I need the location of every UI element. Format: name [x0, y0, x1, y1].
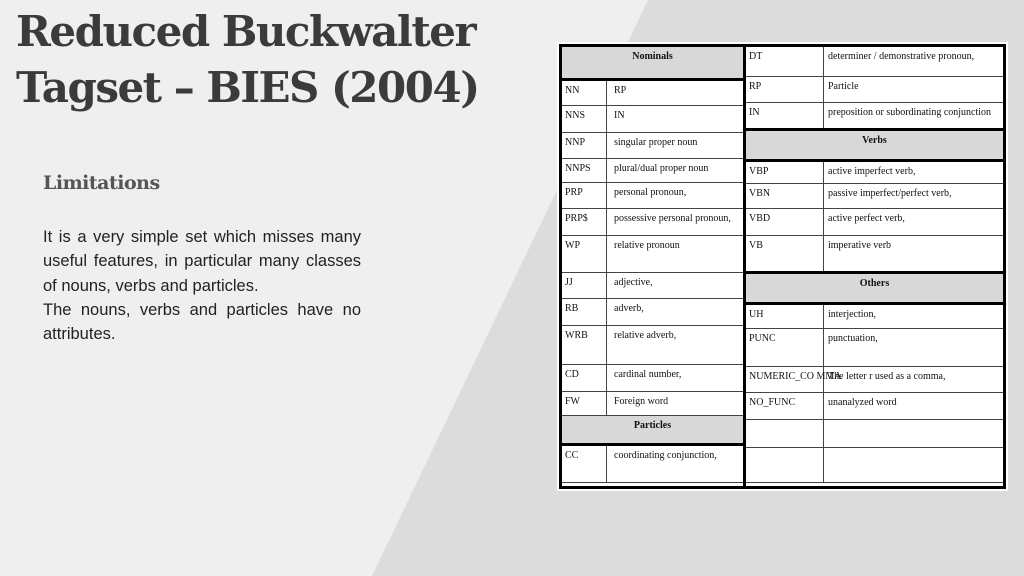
cell-divider [606, 236, 607, 272]
description-cell: Foreign word [614, 396, 669, 407]
tag-cell: IN [749, 107, 760, 118]
tag-cell: VBN [749, 188, 771, 199]
tag-cell: NNPS [565, 163, 591, 174]
nominals-header [562, 47, 743, 81]
description-cell: relative pronoun [614, 240, 680, 251]
others-header [746, 274, 1003, 305]
table-row [746, 103, 1003, 131]
others-header-label: Others [859, 278, 890, 289]
tag-cell: RB [565, 303, 579, 314]
description-cell: passive imperfect/perfect verb, [828, 188, 952, 199]
tag-cell: PRP$ [565, 213, 588, 224]
description-cell: Particle [828, 81, 859, 92]
cell-divider [823, 393, 824, 419]
description-cell: determiner / demonstrative pronoun, [828, 51, 975, 62]
description-cell: adjective, [614, 277, 653, 288]
cell-divider [606, 446, 607, 482]
table-row [746, 184, 1003, 209]
nominals-header-label: Nominals [632, 51, 673, 62]
table-row [562, 183, 743, 209]
slide-title [16, 4, 479, 116]
description-cell: singular proper noun [614, 137, 698, 148]
table-row [746, 367, 1003, 393]
table-row [746, 47, 1003, 77]
table-row [562, 365, 743, 392]
paragraph-2: The nouns, verbs and particles have no attributes. [43, 300, 361, 344]
description-cell: cardinal number, [614, 369, 682, 380]
description-cell: IN [614, 110, 625, 121]
table-row [562, 446, 743, 483]
tag-cell: CC [565, 450, 579, 461]
table-row [562, 209, 743, 236]
tag-cell: DT [749, 51, 763, 62]
tag-cell: WRB [565, 330, 588, 341]
cell-divider [606, 133, 607, 158]
table-row [746, 393, 1003, 420]
cell-divider [606, 365, 607, 391]
table-row [746, 329, 1003, 367]
tag-cell: CD [565, 369, 579, 380]
cell-divider [823, 184, 824, 208]
cell-divider [606, 392, 607, 415]
cell-divider [823, 47, 824, 76]
table-row [746, 209, 1003, 236]
tag-cell: VB [749, 240, 763, 251]
description-cell: interjection, [828, 309, 877, 320]
tag-cell: NN [565, 85, 580, 96]
limitations-text [43, 225, 361, 346]
table-row [562, 81, 743, 106]
description-cell: coordinating conjunction, [614, 450, 717, 461]
cell-divider [606, 159, 607, 182]
cell-divider [606, 106, 607, 132]
description-cell: active imperfect verb, [828, 166, 916, 177]
tag-cell: PRP [565, 187, 583, 198]
table-row [746, 448, 1003, 483]
verbs-header [746, 131, 1003, 162]
description-cell: punctuation, [828, 333, 878, 344]
table-row [562, 236, 743, 273]
description-cell: relative adverb, [614, 330, 677, 341]
cell-divider [606, 299, 607, 325]
tag-cell: VBD [749, 213, 771, 224]
description-cell: The letter r used as a comma, [828, 371, 946, 382]
description-cell: plural/dual proper noun [614, 163, 709, 174]
tag-cell: NO_FUNC [749, 397, 796, 408]
table-row [746, 305, 1003, 329]
cell-divider [823, 209, 824, 235]
tag-cell: UH [749, 309, 764, 320]
tag-cell: VBP [749, 166, 769, 177]
table-row [562, 392, 743, 416]
table-row [562, 299, 743, 326]
cell-divider [823, 162, 824, 183]
tagset-table [557, 42, 1008, 491]
tag-cell: JJ [565, 277, 573, 288]
cell-divider [823, 77, 824, 102]
description-cell: preposition or subordinating conjunction [828, 107, 992, 118]
particles-header-label: Particles [633, 420, 672, 431]
table-row [746, 420, 1003, 448]
table-row [746, 162, 1003, 184]
particles-header [562, 416, 743, 446]
title-line-2: Tagset – BIES (2004) [16, 63, 479, 112]
description-cell: RP [614, 85, 627, 96]
table-row [562, 133, 743, 159]
cell-divider [606, 273, 607, 298]
cell-divider [606, 209, 607, 235]
description-cell: imperative verb [828, 240, 892, 251]
cell-divider [606, 183, 607, 208]
description-cell: adverb, [614, 303, 644, 314]
cell-divider [823, 329, 824, 366]
tag-cell: NNP [565, 137, 586, 148]
cell-divider [606, 81, 607, 105]
description-cell: personal pronoun, [614, 187, 687, 198]
description-cell: possessive personal pronoun, [614, 213, 731, 224]
table-row [562, 273, 743, 299]
cell-divider [606, 326, 607, 364]
table-row [562, 106, 743, 133]
table-row [562, 159, 743, 183]
tag-cell: FW [565, 396, 580, 407]
title-line-1: Reduced Buckwalter [16, 7, 476, 56]
tag-cell: WP [565, 240, 580, 251]
cell-divider [823, 236, 824, 271]
description-cell: unanalyzed word [828, 397, 897, 408]
table-row [746, 236, 1003, 274]
description-cell: active perfect verb, [828, 213, 905, 224]
cell-divider [823, 305, 824, 328]
cell-divider [823, 420, 824, 447]
tag-cell: PUNC [749, 333, 776, 344]
cell-divider [823, 448, 824, 482]
paragraph-1: It is a very simple set which misses many useful features, in particular many classes of nouns, verbs and particles. [43, 228, 361, 295]
tag-cell: RP [749, 81, 762, 92]
verbs-header-label: Verbs [862, 135, 887, 146]
table-row [562, 326, 743, 365]
tag-cell: NUMERIC_CO MMA [749, 371, 842, 382]
tag-cell: NNS [565, 110, 586, 121]
limitations-heading: Limitations [43, 172, 160, 194]
table-row [746, 77, 1003, 103]
table-right-column [746, 47, 1003, 486]
cell-divider [823, 103, 824, 128]
table-left-column [562, 47, 743, 486]
